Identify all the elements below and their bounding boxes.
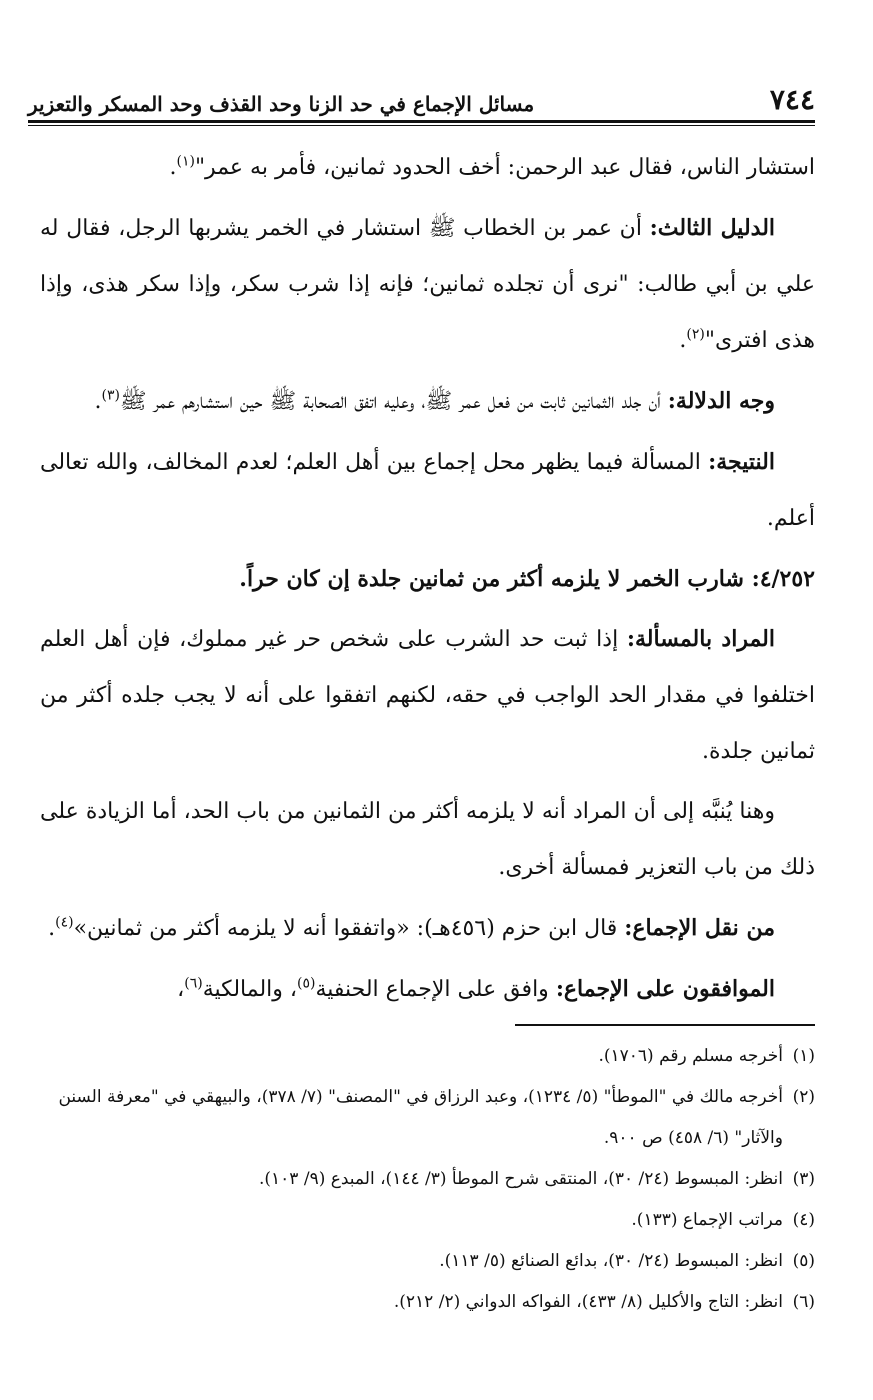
- footnote-ref: (٤): [55, 914, 74, 931]
- footnote-text: أخرجه مسلم رقم (١٧٠٦).: [598, 1046, 783, 1066]
- paragraph: وجه الدلالة: أن جلد الثمانين ثابت من فعل عمر ﷺ، وعليه اتفق الصحابة ﷺ حين استشارهم عمر ﷺ$^{(٣)}$.: [94, 387, 775, 414]
- footnote-ref: (٥): [296, 975, 316, 992]
- paragraph-lead: الدليل الثالث:: [649, 215, 776, 241]
- footnote: [40, 1200, 815, 1241]
- footnote-ref: (٢): [686, 326, 705, 343]
- paragraph-text: أن عمر بن الخطاب ﷺ استشار في الخمر يشربها الرجل، فقال له علي بن أبي طالب: "نرى أن تجلده ثمانين؛ فإنه إذا شرب سكر، وإذا سكر هذى، وإذا هذى افترى": [40, 216, 815, 353]
- section-title: ٤/٢٥٢: شارب الخمر لا يلزمه أكثر من ثمانين جلدة إن كان حراً.: [239, 566, 815, 592]
- footnote: [40, 1241, 815, 1282]
- footnote-text: مراتب الإجماع (١٣٣).: [631, 1210, 783, 1230]
- footnote: [40, 1282, 815, 1323]
- footnote: [40, 1036, 815, 1077]
- paragraph: [40, 961, 815, 1018]
- footnote-number: (٣): [792, 1169, 815, 1189]
- paragraph: استشار الناس، فقال عبد الرحمن: أخف الحدود ثمانين، فأمر به عمر"$^{(١)}$.: [169, 153, 815, 180]
- footnote-text: انظر: المبسوط (٢٤/ ٣٠)، المنتقى شرح الموطأ (٣/ ١٤٤)، المبدع (٩/ ١٠٣).: [258, 1169, 783, 1189]
- footnote-ref: (٦): [184, 975, 203, 992]
- footnote-text: انظر: التاج والأكليل (٨/ ٤٣٣)، الفواكه الدواني (٢/ ٢١٢).: [393, 1292, 783, 1312]
- footnote-ref: (١): [176, 153, 195, 170]
- footnote-rule: [515, 1024, 815, 1026]
- footnote-ref: (٣): [101, 387, 120, 404]
- paragraph-lead: المراد بالمسألة:: [626, 626, 776, 652]
- footnote-number: (٢): [792, 1087, 815, 1107]
- paragraph-lead: من نقل الإجماع:: [624, 915, 775, 941]
- paragraph-text: استشار الناس، فقال عبد الرحمن: أخف الحدود ثمانين، فأمر به عمر": [194, 155, 815, 180]
- running-title: مسائل الإجماع في حد الزنا وحد القذف وحد المسكر والتعزير: [28, 92, 535, 116]
- paragraph-text: وهنا يُنبَّه إلى أن المراد أنه لا يلزمه أكثر من الثمانين من باب الحد، أما الزيادة على ذلك من باب التعزير فمسألة أخرى.: [40, 799, 815, 880]
- paragraph: [40, 434, 815, 547]
- main-text: [40, 140, 815, 1022]
- footnote-text: انظر: المبسوط (٢٤/ ٣٠)، بدائع الصنائع (٥/ ١١٣).: [439, 1251, 783, 1271]
- page-header: [28, 72, 815, 116]
- page-number: ٧٤٤: [769, 83, 815, 116]
- paragraph-lead: وجه الدلالة:: [667, 388, 775, 414]
- header-rule-thin: [28, 125, 815, 126]
- paragraph: [40, 611, 815, 780]
- paragraph: الدليل الثالث: أن عمر بن الخطاب ﷺ استشار في الخمر يشربها الرجل، فقال له علي بن أبي طالب: "نرى أن تجلده ثمانين؛ فإنه إذا شرب سكر، وإذا سكر هذى، وإذا هذى افترى"$^{(٢)}$.: [40, 215, 815, 353]
- paragraph-text: ،: [177, 977, 185, 1002]
- paragraph-lead: الموافقون على الإجماع:: [555, 976, 775, 1002]
- footnote-number: (١): [792, 1046, 815, 1066]
- paragraph-text: قال ابن حزم (٤٥٦هـ): «واتفقوا أنه لا يلزمه أكثر من ثمانين»: [73, 916, 625, 941]
- paragraph: من نقل الإجماع: قال ابن حزم (٤٥٦هـ): «واتفقوا أنه لا يلزمه أكثر من ثمانين»$^{(٤)}$.: [48, 914, 775, 941]
- footnote-number: (٦): [792, 1292, 815, 1312]
- footnote-number: (٥): [792, 1251, 815, 1271]
- header-rule: [28, 120, 815, 123]
- footnote: [40, 1077, 815, 1159]
- paragraph-lead: النتيجة:: [708, 449, 775, 475]
- footnotes: [40, 1036, 815, 1323]
- paragraph-text: وافق على الإجماع الحنفية: [315, 977, 556, 1002]
- paragraph-text: ، والمالكية: [202, 977, 297, 1002]
- footnote: [40, 1159, 815, 1200]
- footnote-number: (٤): [792, 1210, 815, 1230]
- paragraph: [40, 784, 815, 896]
- footnote-text: أخرجه مالك في "الموطأ" (٥/ ١٢٣٤)، وعبد الرزاق في "المصنف" (٧/ ٣٧٨)، والبيهقي في "معرفة السنن والآثار" (٦/ ٤٥٨) ص ٩٠٠.: [58, 1087, 783, 1148]
- paragraph-text: أن جلد الثمانين ثابت من فعل عمر ﷺ، وعليه اتفق الصحابة ﷺ حين استشارهم عمر ﷺ: [119, 389, 668, 414]
- paragraph-text: إذا ثبت حد الشرب على شخص حر غير مملوك، فإن أهل العلم اختلفوا في مقدار الحد الواجب في حقه، لكنهم اتفقوا على أنه لا يجب جلده أكثر من ثمانين جلدة.: [40, 627, 815, 764]
- paragraph-text: المسألة فيما يظهر محل إجماع بين أهل العلم؛ لعدم المخالف، والله تعالى أعلم.: [40, 450, 815, 531]
